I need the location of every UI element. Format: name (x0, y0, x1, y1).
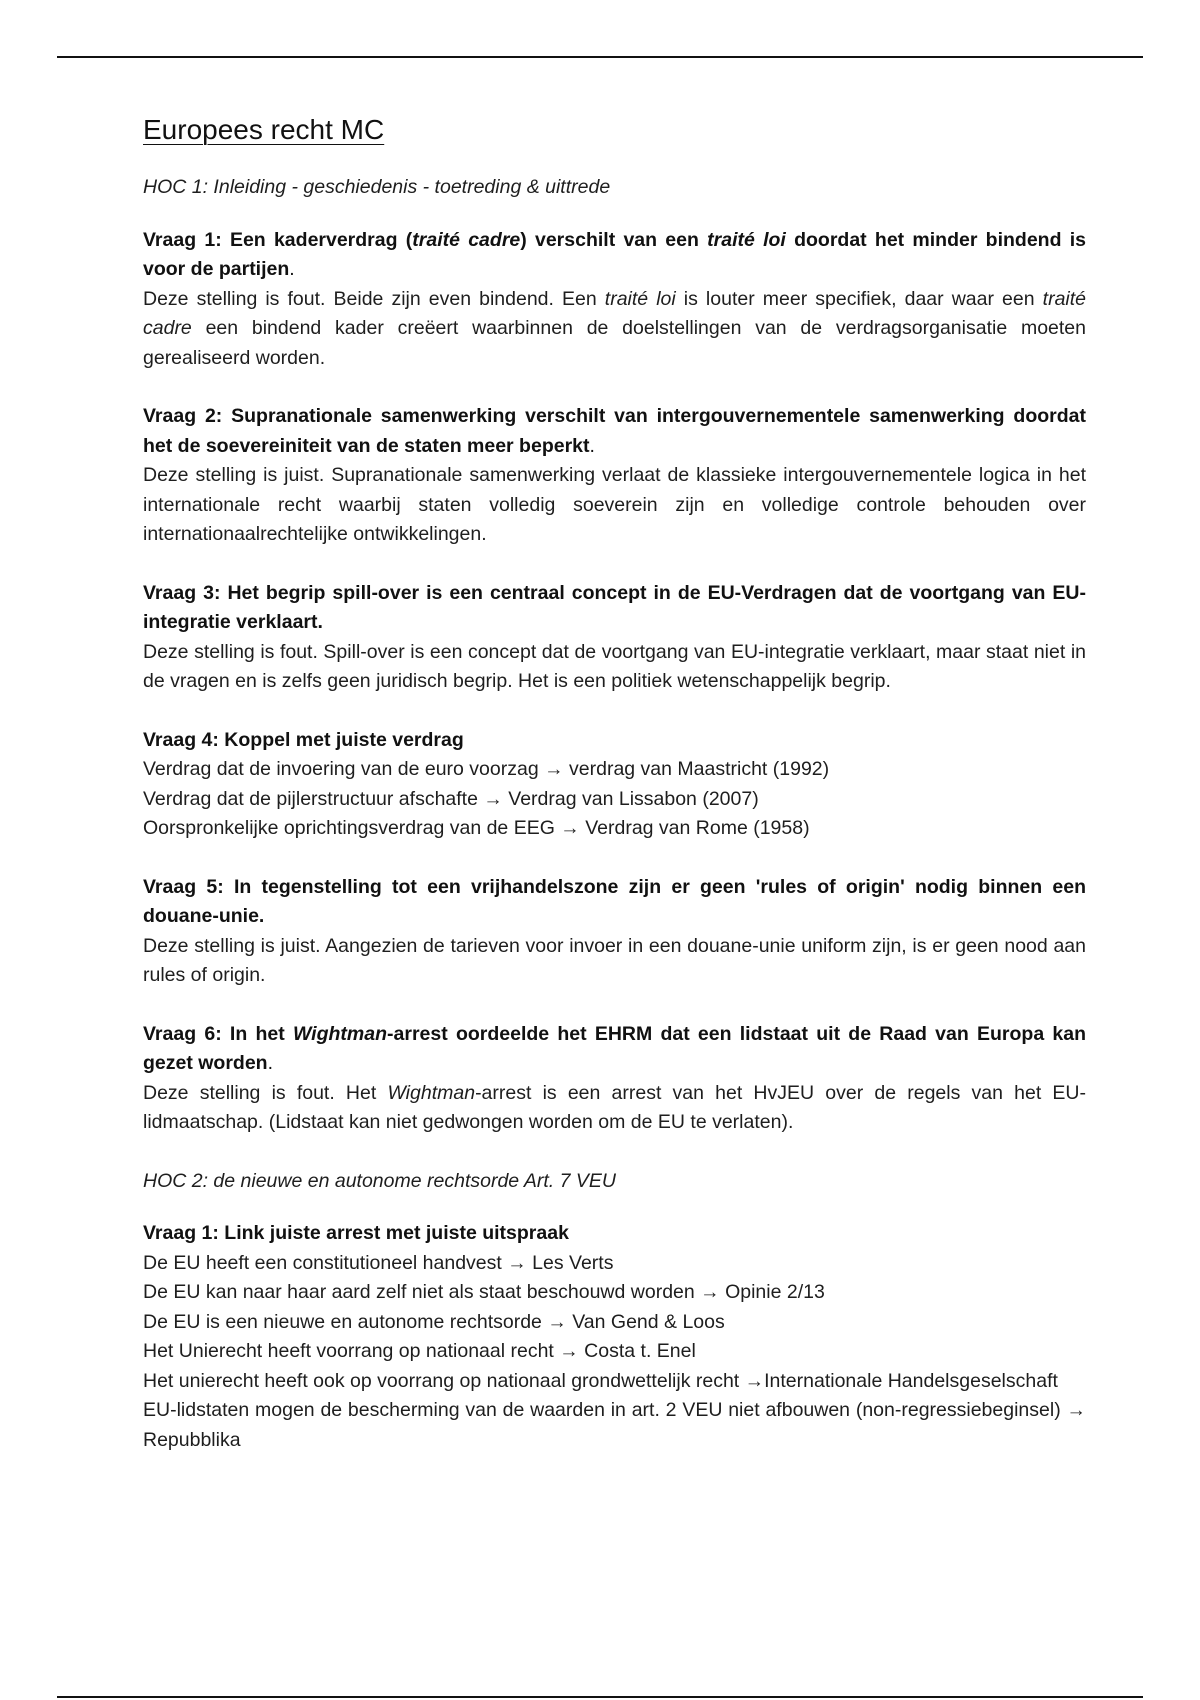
question-block-2 (143, 402, 1086, 550)
match-line: De EU kan naar haar aard zelf niet als staat beschouwd worden → Opinie 2/13 (143, 1281, 825, 1303)
match-line: EU-lidstaten mogen de bescherming van de waarden in art. 2 VEU niet afbouwen (non-regressiebeginsel) → Repubblika (143, 1399, 1086, 1451)
match-line: De EU is een nieuwe en autonome rechtsorde → Van Gend & Loos (143, 1310, 725, 1333)
match-line: Het unierecht heeft ook op voorrang op nationaal grondwettelijk recht →Internationale Handelsgeselschaft (143, 1369, 1058, 1392)
question-text: Vraag 5: In tegenstelling tot een vrijhandelszone zijn er geen 'rules of origin' nodig binnen een douane-unie. (143, 875, 1086, 927)
match-line: Het Unierecht heeft voorrang op nationaal recht → Costa t. Enel (143, 1340, 696, 1362)
match-line: Verdrag dat de pijlerstructuur afschafte → Verdrag van Lissabon (2007) (143, 787, 759, 810)
section-heading-hoc2: HOC 2: de nieuwe en autonome rechtsorde Art. 7 VEU (143, 1169, 616, 1192)
answer-text: Deze stelling is fout. Spill-over is een concept dat de voortgang van EU-integratie verklaart, maar staat niet in de vragen en is zelfs geen juridisch begrip. Het is een politiek wetenschappelijk begrip. (143, 640, 1086, 692)
question-block-5 (143, 873, 1086, 991)
document-body (143, 110, 1086, 1484)
answer-text: Deze stelling is fout. Het Wightman-arrest is een arrest van het HvJEU over de regels van het EU-lidmaatschap. (Lidstaat kan niet gedwongen worden om de EU te verlaten). (143, 1081, 1086, 1133)
section-heading-hoc1: HOC 1: Inleiding - geschiedenis - toetreding & uittrede (143, 176, 611, 198)
question-block-1 (143, 226, 1086, 374)
footer-rule (57, 1696, 1143, 1698)
match-line: De EU heeft een constitutioneel handvest → Les Verts (143, 1251, 614, 1274)
document-title: Europees recht MC (143, 114, 385, 145)
question-block-hoc2-1 (143, 1219, 1086, 1455)
question-text: Vraag 2: Supranationale samenwerking verschilt van intergouvernementele samenwerking doordat het de soevereiniteit van de staten meer beperkt. (143, 405, 1086, 457)
answer-text: Deze stelling is juist. Supranationale samenwerking verlaat de klassieke intergouvernementele logica in het internationale recht waarbij staten volledig soeverein zijn en volledige controle behouden over internationaalrechtelijke ontwikkelingen. (143, 464, 1086, 545)
question-block-4 (143, 726, 1086, 844)
question-block-3 (143, 579, 1086, 697)
answer-text: Deze stelling is juist. Aangezien de tarieven voor invoer in een douane-unie uniform zijn, is er geen nood aan rules of origin. (143, 934, 1086, 986)
question-text: Vraag 6: In het Wightman-arrest oordeelde het EHRM dat een lidstaat uit de Raad van Europa kan gezet worden. (143, 1022, 1086, 1074)
question-block-6 (143, 1020, 1086, 1138)
match-line: Oorspronkelijke oprichtingsverdrag van de EEG → Verdrag van Rome (1958) (143, 817, 810, 839)
header-rule (57, 56, 1143, 58)
question-text: Vraag 3: Het begrip spill-over is een centraal concept in de EU-Verdragen dat de voortgang van EU-integratie verklaart. (143, 581, 1086, 633)
match-line: Verdrag dat de invoering van de euro voorzag → verdrag van Maastricht (1992) (143, 758, 830, 780)
question-text: Vraag 4: Koppel met juiste verdrag (143, 728, 464, 751)
answer-text: Deze stelling is fout. Beide zijn even bindend. Een traité loi is louter meer specifiek, daar waar een traité cadre een bindend kader creëert waarbinnen de doelstellingen van de verdragsorganisatie moeten gerealiseerd worden. (143, 287, 1087, 369)
question-text: Vraag 1: Een kaderverdrag (traité cadre) verschilt van een traité loi doordat het minder bindend is voor de partijen. (143, 228, 1086, 280)
question-text: Vraag 1: Link juiste arrest met juiste uitspraak (143, 1222, 569, 1244)
